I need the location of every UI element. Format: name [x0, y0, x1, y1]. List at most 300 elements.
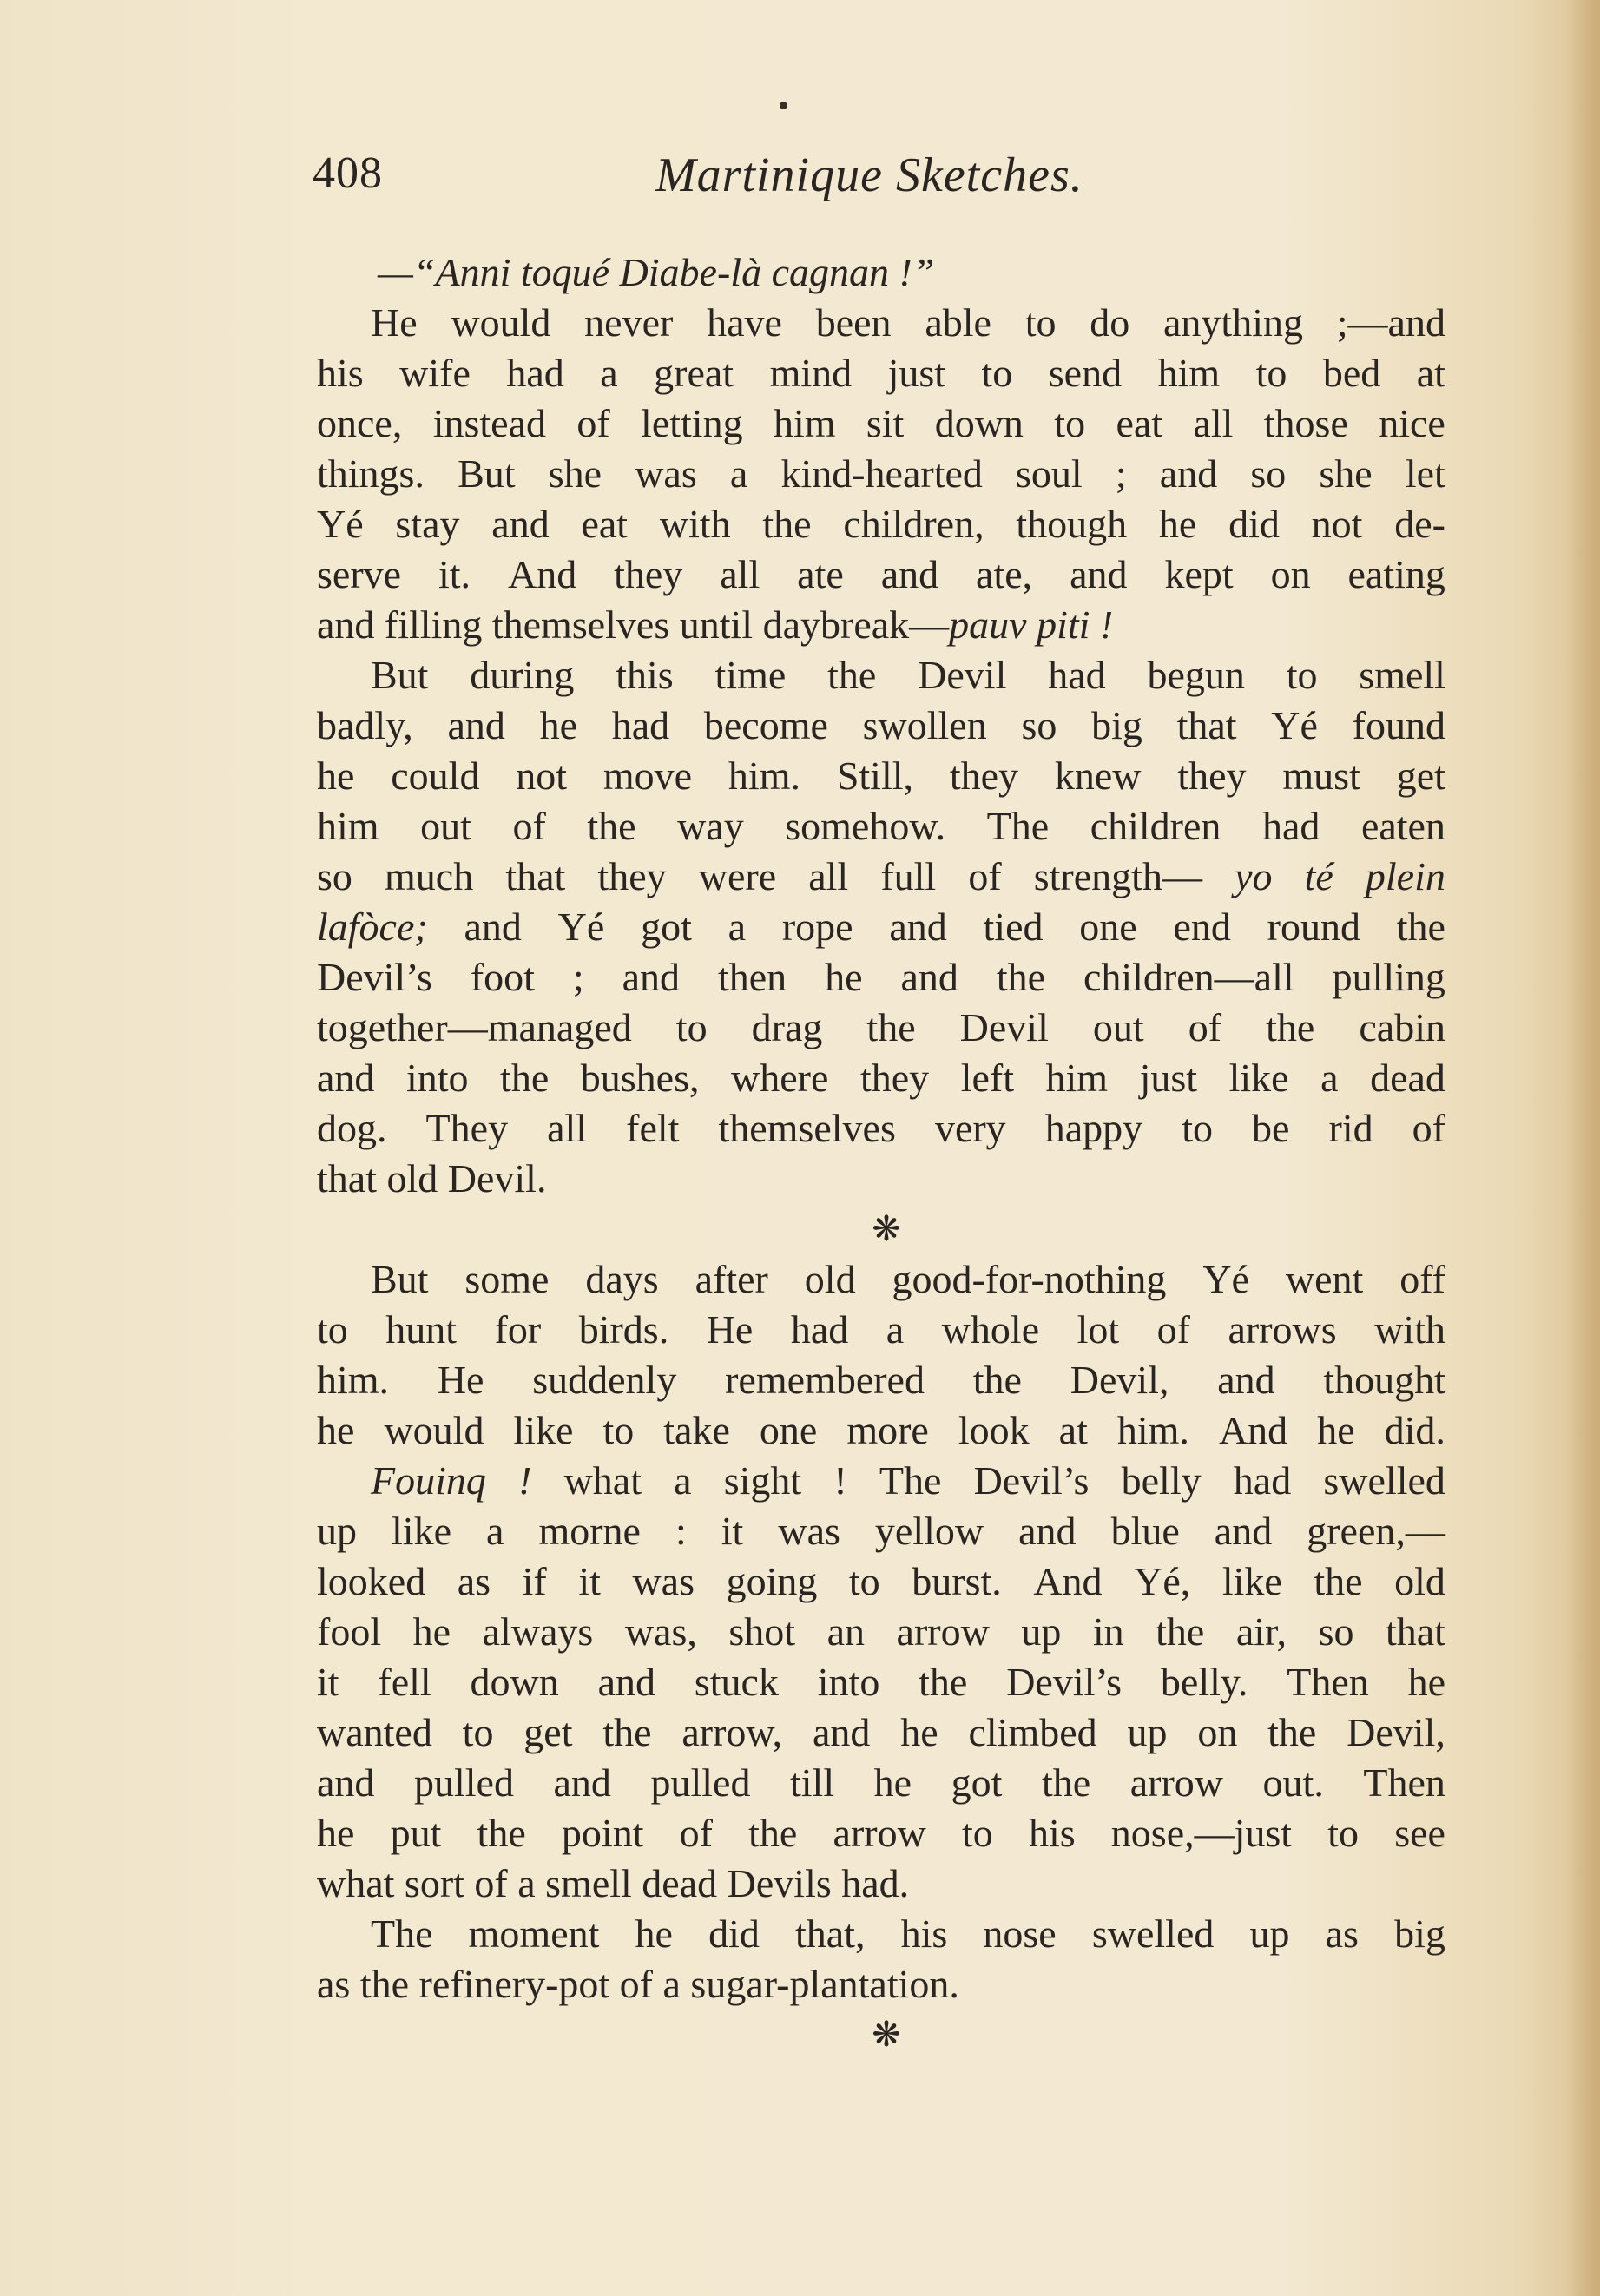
word: strength— — [1033, 854, 1202, 898]
word: ; — [1115, 451, 1127, 496]
word: found — [1352, 703, 1445, 747]
ink-dot — [780, 102, 787, 109]
text-segment: ” — [912, 250, 935, 294]
word: birds. — [578, 1307, 669, 1352]
word: was — [632, 1559, 695, 1603]
word: a — [728, 905, 747, 949]
text-line — [317, 902, 1445, 952]
word: Yé — [557, 905, 605, 949]
text-line — [317, 1405, 1445, 1456]
word: out — [1092, 1005, 1144, 1049]
word: out. — [1262, 1760, 1324, 1805]
word: cabin — [1359, 1005, 1445, 1049]
word: and — [622, 955, 681, 999]
word: ;—and — [1336, 300, 1445, 345]
word: Then — [1363, 1760, 1445, 1805]
word: he — [412, 1609, 451, 1654]
word: sit — [866, 401, 905, 445]
word: not — [516, 753, 568, 798]
word: shot — [728, 1609, 796, 1654]
word: He — [437, 1358, 484, 1402]
word: and — [1018, 1509, 1077, 1553]
word: more — [846, 1408, 929, 1452]
word: they — [949, 753, 1019, 798]
word: Yé — [317, 502, 364, 546]
word: bed — [1322, 351, 1381, 395]
word: it — [578, 1559, 601, 1603]
word: They — [425, 1106, 509, 1150]
word: tied — [983, 905, 1044, 949]
text-segment: and filling themselves until daybreak— — [317, 602, 950, 647]
word: one — [759, 1408, 818, 1452]
word: to — [462, 1710, 494, 1754]
word: do — [1090, 300, 1130, 345]
word: of — [576, 401, 610, 445]
text-line — [317, 1103, 1445, 1154]
word: Yé, — [1134, 1559, 1191, 1603]
word: moment — [468, 1911, 600, 1956]
word: to — [317, 1307, 348, 1352]
word: send — [1048, 351, 1123, 395]
italic-word: yo — [1235, 854, 1273, 898]
word: full — [880, 854, 937, 898]
text-segment: that old Devil. — [317, 1156, 547, 1201]
word: of — [1188, 1005, 1222, 1049]
word: though — [1016, 502, 1128, 546]
word: instead — [432, 401, 546, 445]
word: it — [721, 1509, 744, 1553]
word: of — [968, 854, 1002, 898]
text-line — [317, 801, 1445, 852]
page-body-text — [317, 247, 1445, 2060]
text-line — [317, 952, 1445, 1003]
word: days — [585, 1257, 659, 1301]
word: during — [470, 653, 575, 697]
word: wife — [399, 351, 471, 395]
text-line — [317, 1053, 1445, 1103]
word: arrow — [1129, 1760, 1223, 1805]
word: see — [1394, 1811, 1445, 1855]
word: he — [1407, 1660, 1445, 1704]
word: and — [317, 1760, 375, 1805]
word: badly, — [317, 703, 413, 747]
word: him. — [317, 1358, 390, 1402]
word: And — [1218, 1408, 1288, 1452]
text-segment: as the refinery-pot of a sugar-plantation. — [317, 1962, 959, 2006]
word: swollen — [862, 703, 987, 747]
word: and — [812, 1710, 871, 1754]
word: after — [695, 1257, 768, 1301]
word: to — [1327, 1811, 1360, 1855]
word: was — [778, 1509, 840, 1553]
word: the — [1041, 1760, 1091, 1805]
word: burst. — [912, 1559, 1002, 1603]
word: Then — [1287, 1660, 1369, 1704]
word: the — [919, 1660, 968, 1704]
word: must — [1282, 753, 1360, 798]
text-line — [317, 449, 1445, 499]
word: And — [507, 552, 577, 596]
word: whole — [941, 1307, 1040, 1352]
word: he — [900, 1710, 938, 1754]
word: he — [635, 1911, 673, 1956]
word: like — [1221, 1559, 1282, 1603]
word: children—all — [1083, 955, 1294, 999]
word: big — [1091, 703, 1142, 747]
word: looked — [317, 1559, 426, 1603]
word: And — [1033, 1559, 1103, 1603]
word: point — [561, 1811, 644, 1855]
word: Devil, — [1347, 1710, 1445, 1754]
word: eaten — [1360, 804, 1445, 848]
word: rid — [1328, 1106, 1373, 1150]
word: end — [1173, 905, 1231, 949]
word: knew — [1054, 753, 1142, 798]
word: remembered — [725, 1358, 925, 1402]
word: been — [815, 300, 892, 345]
word: become — [703, 703, 828, 747]
word: great — [654, 351, 734, 395]
word: of — [1156, 1307, 1190, 1352]
word: a — [674, 1458, 692, 1503]
word: on — [1270, 552, 1311, 596]
word: Devil’s — [1006, 1660, 1123, 1704]
word: the — [762, 502, 812, 546]
text-line — [317, 1556, 1445, 1607]
word: ate — [797, 552, 844, 596]
word: very — [934, 1106, 1006, 1150]
word: put — [390, 1811, 442, 1855]
word: got — [951, 1760, 1003, 1805]
word: get — [523, 1710, 573, 1754]
word: him — [1045, 1056, 1109, 1100]
word: and — [1217, 1358, 1275, 1402]
word: left — [960, 1056, 1014, 1100]
word: as — [1325, 1911, 1359, 1956]
word: to — [602, 1408, 635, 1452]
word: the — [1396, 905, 1445, 949]
text-line — [317, 1707, 1445, 1758]
word: did — [708, 1911, 760, 1956]
word: Devil — [918, 653, 1007, 697]
word: he — [825, 955, 863, 999]
word: on — [1197, 1710, 1238, 1754]
word: they — [1177, 753, 1247, 798]
word: then — [717, 955, 787, 999]
word: he — [317, 1811, 355, 1855]
italic-word: lafòce; — [317, 905, 428, 949]
word: to — [1182, 1106, 1213, 1150]
word: so — [1021, 703, 1057, 747]
word: old — [1394, 1559, 1445, 1603]
word: But — [458, 451, 516, 496]
word: she — [548, 451, 602, 496]
word: happy — [1044, 1106, 1143, 1150]
word: have — [707, 300, 782, 345]
word: morne — [538, 1509, 641, 1553]
word: so — [1318, 1609, 1354, 1654]
word: out — [420, 804, 471, 848]
text-line — [317, 1959, 1445, 2010]
word: with — [1374, 1307, 1445, 1352]
word: pulling — [1332, 955, 1445, 999]
word: swelled — [1091, 1911, 1215, 1956]
word: this — [616, 653, 674, 697]
text-line — [317, 549, 1445, 600]
word: would — [451, 300, 551, 345]
word: that — [1385, 1609, 1445, 1654]
word: get — [1396, 753, 1445, 798]
word: all — [1193, 401, 1234, 445]
word: into — [817, 1660, 880, 1704]
word: that, — [794, 1911, 866, 1956]
word: a — [486, 1509, 504, 1553]
word: begun — [1147, 653, 1245, 697]
word: him — [1157, 351, 1221, 395]
word: the — [587, 804, 636, 848]
word: just — [1139, 1056, 1198, 1100]
word: like — [392, 1509, 451, 1553]
word: did. — [1384, 1408, 1445, 1452]
word: The — [986, 804, 1050, 848]
word: swelled — [1323, 1458, 1445, 1503]
text-line — [317, 298, 1445, 348]
word: just — [887, 351, 946, 395]
word: like — [1228, 1056, 1289, 1100]
word: what — [563, 1458, 642, 1503]
word: let — [1405, 451, 1445, 496]
word: to — [675, 1005, 708, 1049]
word: to — [961, 1811, 993, 1855]
word: his — [317, 351, 364, 395]
word: him — [317, 804, 379, 848]
word: down — [470, 1660, 559, 1704]
word: nose,—just — [1110, 1811, 1293, 1855]
word: and — [1214, 1509, 1273, 1553]
word: was, — [624, 1609, 697, 1654]
word: for — [494, 1307, 542, 1352]
word: and — [1159, 451, 1218, 496]
text-line — [317, 1305, 1445, 1355]
word: so — [1250, 451, 1287, 496]
word: those — [1263, 401, 1348, 445]
word: themselves — [718, 1106, 896, 1150]
text-line — [317, 1808, 1445, 1859]
word: kind-hearted — [780, 451, 983, 496]
text-line — [317, 1254, 1445, 1305]
section-separator: ❋ — [872, 2015, 901, 2054]
text-line — [317, 348, 1445, 398]
word: Devil’s — [317, 955, 432, 999]
word: to — [1255, 351, 1287, 395]
word: it. — [438, 552, 471, 596]
word: they — [614, 552, 683, 596]
word: and — [317, 1056, 375, 1100]
page-edge-shadow — [1565, 0, 1600, 2296]
word: all — [720, 552, 760, 596]
word: pulled — [650, 1760, 751, 1805]
word: to — [1024, 300, 1057, 345]
word: bushes, — [580, 1056, 700, 1100]
word: smell — [1359, 653, 1445, 697]
word: stuck — [694, 1660, 779, 1704]
word: fool — [317, 1609, 382, 1654]
word: things. — [317, 451, 425, 496]
word: soul — [1016, 451, 1083, 496]
word: mind — [769, 351, 853, 395]
word: letting — [641, 401, 743, 445]
word: as — [457, 1559, 491, 1603]
running-title: Martinique Sketches. — [655, 148, 1083, 202]
word: up — [1127, 1710, 1168, 1754]
word: time — [714, 653, 787, 697]
word: at — [1058, 1408, 1088, 1452]
word: up — [1249, 1911, 1290, 1956]
text-line — [317, 398, 1445, 449]
word: move — [602, 753, 693, 798]
word: : — [675, 1509, 687, 1553]
word: belly — [1121, 1458, 1202, 1503]
word: Devil, — [1070, 1358, 1169, 1402]
word: he — [1317, 1408, 1355, 1452]
word: belly. — [1160, 1660, 1248, 1704]
text-line — [317, 1003, 1445, 1053]
word: children — [1090, 804, 1221, 848]
word: and — [889, 905, 947, 949]
page-header — [313, 148, 1458, 208]
word: with — [659, 502, 731, 546]
word: to — [1286, 653, 1318, 697]
word: ! — [833, 1458, 847, 1503]
word: The — [371, 1911, 433, 1956]
word: up — [317, 1509, 357, 1553]
word: and — [1070, 552, 1128, 596]
word: anything — [1163, 300, 1303, 345]
word: the — [866, 1005, 916, 1049]
word: of — [679, 1811, 713, 1855]
word: were — [698, 854, 777, 898]
text-segment: —“ — [378, 250, 436, 294]
word: went — [1285, 1257, 1364, 1301]
word: But — [371, 1257, 429, 1301]
word: round — [1267, 905, 1360, 949]
word: much — [385, 854, 474, 898]
word: Devil’s — [973, 1458, 1090, 1503]
word: serve — [317, 552, 402, 596]
word: and — [597, 1660, 655, 1704]
italic-word: Fouinq — [371, 1458, 486, 1503]
word: never — [584, 300, 674, 345]
text-line — [317, 852, 1445, 902]
word: blue — [1110, 1509, 1180, 1553]
word: of — [1412, 1106, 1445, 1150]
word: it — [317, 1660, 339, 1704]
word: ate, — [976, 552, 1033, 596]
word: had — [790, 1307, 849, 1352]
word: where — [731, 1056, 829, 1100]
word: so — [317, 854, 352, 898]
page-number: 408 — [313, 148, 383, 198]
word: that — [1176, 703, 1237, 747]
text-line — [317, 1758, 1445, 1808]
word: rope — [781, 905, 853, 949]
word: eating — [1347, 552, 1445, 596]
word: fell — [378, 1660, 431, 1704]
word: He — [706, 1307, 754, 1352]
word: pulled — [413, 1760, 514, 1805]
word: be — [1252, 1106, 1290, 1150]
word: But — [371, 653, 429, 697]
word: some — [464, 1257, 550, 1301]
word: the — [1156, 1609, 1205, 1654]
word: arrows — [1228, 1307, 1337, 1352]
word: take — [663, 1408, 730, 1452]
word: a — [886, 1307, 905, 1352]
word: ; — [572, 955, 584, 999]
word: and — [447, 703, 505, 747]
text-line — [317, 1657, 1445, 1707]
italic-phrase: pauv piti ! — [949, 602, 1114, 647]
word: dead — [1370, 1056, 1445, 1100]
word: nose — [983, 1911, 1057, 1956]
word: eat — [581, 502, 629, 546]
word: he — [873, 1760, 912, 1805]
word: somehow. — [785, 804, 946, 848]
word: they — [859, 1056, 930, 1100]
word: one — [1079, 905, 1137, 949]
word: once, — [317, 401, 403, 445]
word: Yé — [1271, 703, 1318, 747]
word: like — [513, 1408, 574, 1452]
word: dog. — [317, 1106, 387, 1150]
italic-word: ! — [518, 1458, 532, 1503]
word: yellow — [874, 1509, 984, 1553]
word: Still, — [836, 753, 914, 798]
word: kept — [1164, 552, 1234, 596]
text-line — [317, 247, 1445, 298]
word: to — [981, 351, 1013, 395]
word: at — [1416, 351, 1445, 395]
text-line — [317, 1154, 1445, 1204]
text-line — [317, 1355, 1445, 1405]
word: if — [522, 1559, 547, 1603]
word: the — [972, 1358, 1022, 1402]
word: arrow — [833, 1811, 926, 1855]
word: got — [641, 905, 692, 949]
text-line — [317, 1607, 1445, 1657]
word: into — [405, 1056, 469, 1100]
text-line — [317, 1909, 1445, 1959]
word: all — [808, 854, 849, 898]
word: felt — [626, 1106, 680, 1150]
word: was — [635, 451, 697, 496]
word: all — [547, 1106, 588, 1150]
word: thought — [1323, 1358, 1445, 1402]
word: not — [1311, 502, 1363, 546]
word: stay — [395, 502, 460, 546]
word: him — [773, 401, 836, 445]
word: together—managed — [317, 1005, 632, 1049]
word: could — [391, 753, 480, 798]
word: good-for-nothing — [892, 1257, 1167, 1301]
word: He — [371, 300, 418, 345]
text-line — [317, 701, 1445, 751]
word: up — [1021, 1609, 1062, 1654]
italic-word: plein — [1365, 854, 1445, 898]
word: look — [958, 1408, 1030, 1452]
word: way — [677, 804, 744, 848]
word: and — [900, 955, 958, 999]
